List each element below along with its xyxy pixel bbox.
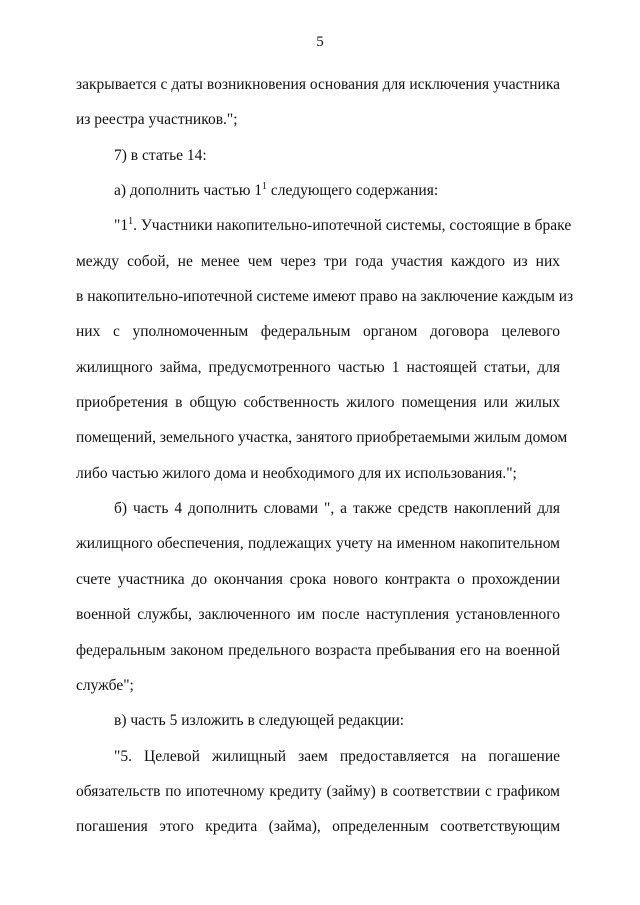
text-line: в) часть 5 изложить в следующей редакции: — [114, 712, 405, 730]
page-number: 5 — [316, 34, 324, 50]
superscript: 1 — [262, 181, 268, 193]
text-line — [76, 214, 572, 249]
text-line: жилищного обеспечения, подлежащих учету на именном накопительном — [76, 535, 560, 553]
text-segment: "1 — [114, 217, 129, 235]
text-segment: следующего содержания: — [267, 182, 439, 200]
text-line: приобретения в общую собственность жилого помещения или жилых — [76, 394, 560, 412]
text-segment: а) дополнить частью 1 — [114, 182, 263, 200]
text-line: б) часть 4 дополнить словами ", а также средств накоплений для — [114, 500, 560, 518]
text-line: "5. Целевой жилищный заем предоставляется на погашение — [114, 747, 560, 765]
text-line: помещений, земельного участка, занятого приобретаемыми жилым домом — [76, 429, 568, 447]
text-line: службе"; — [76, 676, 134, 694]
text-line: обязательств по ипотечному кредиту (займу) в соответствии с графиком — [76, 782, 560, 800]
text-line: между собой, не менее чем через три года участия каждого из них — [76, 252, 560, 270]
text-line: погашения этого кредита (займа), определенным соответствующим — [76, 818, 560, 836]
document-body — [76, 73, 574, 851]
text-line: федеральным законом предельного возраста пребывания его на военной — [76, 641, 560, 659]
text-line: в накопительно-ипотечной системе имеют право на заключение каждым из — [76, 288, 574, 306]
text-line — [76, 179, 560, 214]
text-line: из реестра участников."; — [76, 111, 238, 129]
text-segment: . Участники накопительно-ипотечной системы, состоящие в браке — [133, 217, 572, 235]
text-line: 7) в статье 14: — [114, 146, 207, 164]
text-line: военной службы, заключенного им после наступления установленного — [76, 606, 560, 624]
text-line: счете участника до окончания срока нового контракта о прохождении — [76, 570, 560, 588]
text-line: либо частью жилого дома и необходимого для их использования."; — [76, 464, 517, 482]
superscript: 1 — [128, 216, 134, 228]
text-line: закрывается с даты возникновения основания для исключения участника — [76, 76, 560, 93]
text-line: жилищного займа, предусмотренного частью 1 настоящей статьи, для — [76, 358, 560, 376]
text-line: них с уполномоченным федеральным органом договора целевого — [76, 323, 560, 341]
